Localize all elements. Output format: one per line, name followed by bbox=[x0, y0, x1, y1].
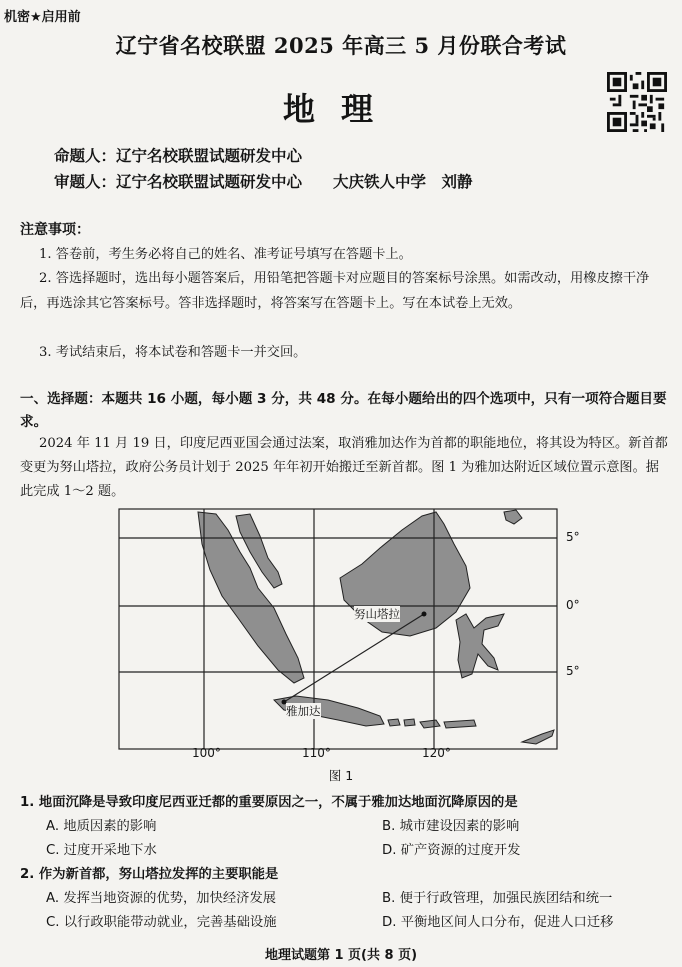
question-1-option-d: D. 矿产资源的过度开发 bbox=[382, 843, 521, 858]
notice-item-1: 1. 答卷前，考生务必将自己的姓名、准考证号填写在答题卡上。 bbox=[39, 247, 412, 262]
question-2-option-d: D. 平衡地区间人口分布，促进人口迁移 bbox=[382, 915, 614, 930]
notice-item-3: 3. 考试结束后，将本试卷和答题卡一并交回。 bbox=[39, 345, 307, 360]
secret-label: 机密★启用前 bbox=[4, 10, 81, 25]
northern-islet bbox=[504, 510, 522, 524]
timor-island bbox=[522, 730, 554, 744]
section-intro: 2024 年 11 月 19 日，印度尼西亚国会通过法案，取消雅加达作为首都的职能地位，将其设为特区。新首都变更为努山塔拉，政府公务员计划于 2025 年年初开始搬迁至新首都。图 1 为雅加达附近区域位置示意图。据此完成 1～2 题。 bbox=[20, 436, 668, 499]
question-2-option-b: B. 便于行政管理，加强民族团结和统一 bbox=[382, 891, 613, 906]
exam-title: 辽宁省名校联盟 2025 年高三 5 月份联合考试 bbox=[115, 33, 567, 58]
lombok-island bbox=[404, 719, 415, 726]
lat-label-5n: 5° bbox=[566, 530, 580, 544]
figure-caption: 图 1 bbox=[328, 768, 354, 783]
bali-island bbox=[388, 719, 400, 726]
city-jakarta-label: 雅加达 bbox=[286, 704, 321, 718]
lon-label-120: 120° bbox=[422, 746, 451, 760]
land-masses bbox=[198, 510, 554, 744]
notice-heading: 注意事项： bbox=[20, 222, 90, 238]
subject-title: 地理 bbox=[282, 90, 399, 128]
notice-item-2: 2. 答选择题时，选出每小题答案后，用铅笔把答题卡对应题目的答案标号涂黑。如需改动，用橡皮擦干净后，再选涂其它答案标号。答非选择题时，将答案写在答题卡上。写在本试卷上无效。 bbox=[20, 271, 650, 311]
question-2-option-a: A. 发挥当地资源的优势，加快经济发展 bbox=[46, 891, 277, 906]
question-1-stem: 1. 地面沉降是导致印度尼西亚迁都的重要原因之一，不属于雅加达地面沉降原因的是 bbox=[20, 795, 518, 810]
sumbawa-island bbox=[420, 720, 440, 728]
question-1-option-a: A. 地质因素的影响 bbox=[46, 819, 157, 834]
nusantara-point bbox=[422, 612, 427, 617]
question-2-stem: 2. 作为新首都，努山塔拉发挥的主要职能是 bbox=[20, 867, 279, 882]
question-1-option-b: B. 城市建设因素的影响 bbox=[382, 819, 520, 834]
lon-label-110: 110° bbox=[302, 746, 331, 760]
sulawesi-island bbox=[456, 614, 504, 678]
flores-island bbox=[444, 720, 476, 728]
page-footer: 地理试题第 1 页(共 8 页) bbox=[264, 948, 418, 963]
relocation-line bbox=[284, 614, 424, 702]
question-1-option-c: C. 过度开采地下水 bbox=[46, 843, 157, 858]
setter-line: 命题人：辽宁名校联盟试题研发中心 bbox=[54, 147, 303, 165]
qr-code-icon bbox=[607, 72, 667, 132]
city-nusantara-label: 努山塔拉 bbox=[354, 607, 400, 621]
location-map bbox=[118, 508, 608, 751]
lat-label-5s: 5° bbox=[566, 664, 580, 678]
lon-label-100: 100° bbox=[192, 746, 221, 760]
question-2-option-c: C. 以行政职能带动就业，完善基础设施 bbox=[46, 915, 277, 930]
reviewer-line: 审题人：辽宁名校联盟试题研发中心 大庆铁人中学 刘静 bbox=[54, 173, 473, 191]
lat-label-0: 0° bbox=[566, 598, 580, 612]
section-heading: 一、选择题：本题共 16 小题，每小题 3 分，共 48 分。在每小题给出的四个选项中，只有一项符合题目要求。 bbox=[20, 391, 667, 430]
